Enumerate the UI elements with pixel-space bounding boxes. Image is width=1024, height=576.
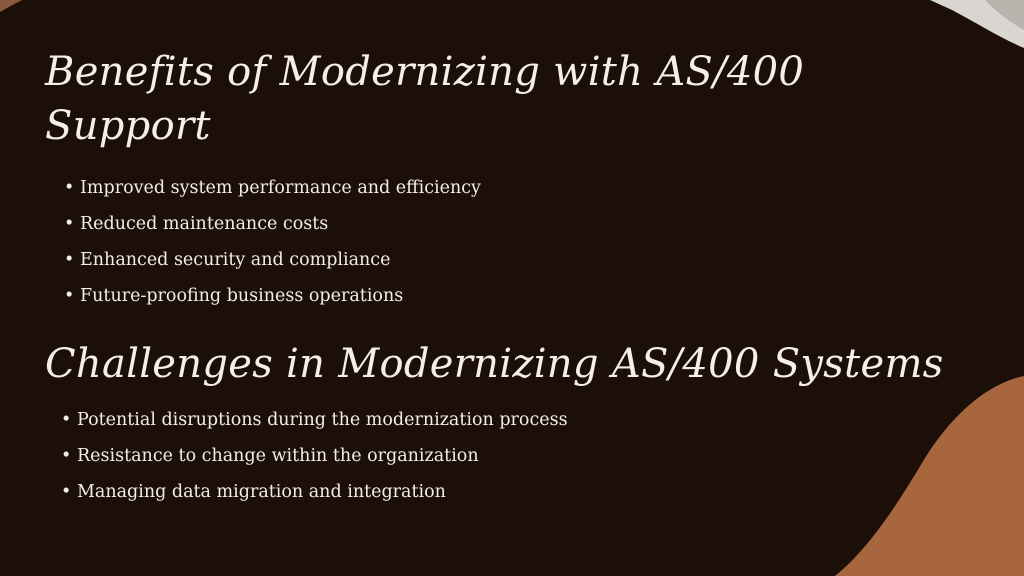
benefits-list-item: • Improved system performance and efficiency: [64, 170, 481, 206]
challenges-list-item: • Resistance to change within the organization: [61, 438, 568, 474]
benefits-heading: Benefits of Modernizing with AS/400 Support: [45, 49, 805, 149]
benefits-list-item: • Future-proofing business operations: [64, 278, 481, 314]
challenges-heading: Challenges in Modernizing AS/400 Systems: [45, 341, 944, 387]
challenges-list-item: • Potential disruptions during the modernization process: [61, 402, 568, 438]
challenges-list-item: • Managing data migration and integration: [61, 474, 568, 510]
benefits-list-item: • Reduced maintenance costs: [64, 206, 481, 242]
benefits-list-item: • Enhanced security and compliance: [64, 242, 481, 278]
challenges-list: [61, 402, 568, 510]
benefits-list: [64, 170, 481, 314]
